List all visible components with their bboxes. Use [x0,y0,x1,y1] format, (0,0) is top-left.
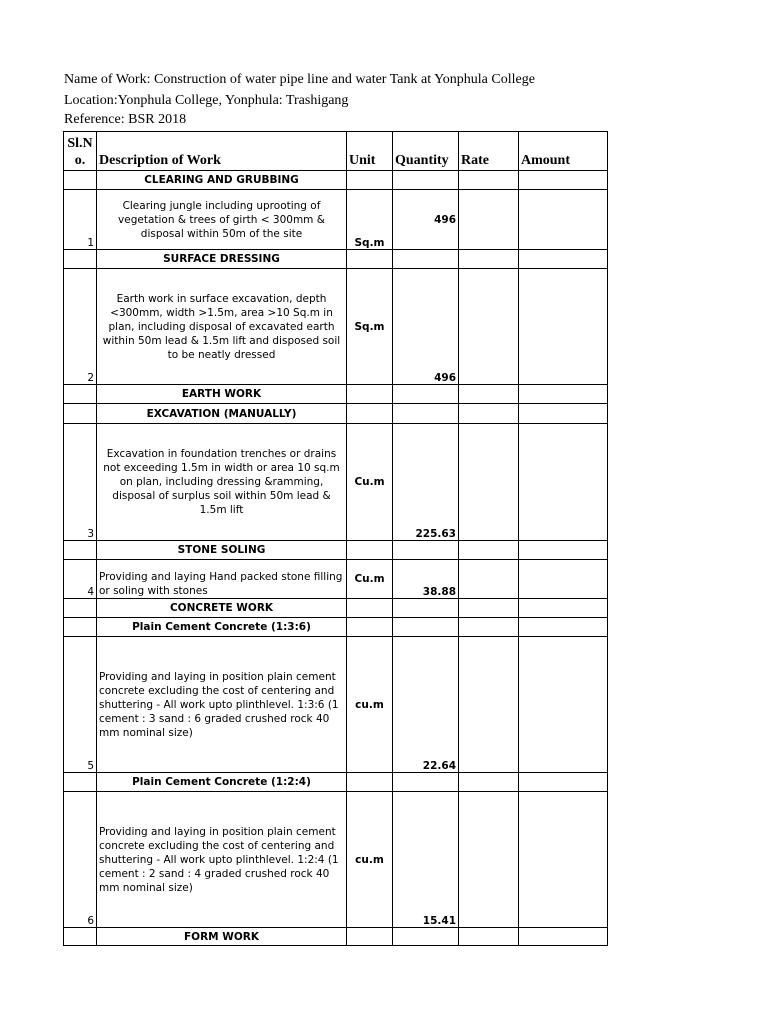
section-concrete: CONCRETE WORK [97,599,347,618]
item-quantity: 496 [393,269,459,385]
section-row [64,618,608,637]
item-description: Providing and laying Hand packed stone filling or soling with stones [97,560,347,599]
section-pcc124: Plain Cement Concrete (1:2:4) [97,773,347,792]
item-unit: Sq.m [347,190,393,250]
item-quantity: 22.64 [393,637,459,773]
table-row [64,560,608,599]
section-row [64,541,608,560]
col-quantity: Quantity [393,132,459,171]
item-sl: 3 [64,424,97,541]
section-clearing: CLEARING AND GRUBBING [97,171,347,190]
section-row [64,250,608,269]
item-description: Excavation in foundation trenches or drains not exceeding 1.5m in width or area 10 sq.m on plan, including dressing &ramming, disposal of surplus soil within 50m lead & 1.5m lift [97,424,347,541]
item-sl: 6 [64,792,97,928]
section-row [64,928,608,946]
table-row [64,792,608,928]
table-row [64,269,608,385]
item-amount [519,269,608,385]
section-row [64,599,608,618]
item-rate [459,424,519,541]
item-unit: cu.m [347,792,393,928]
item-unit: Cu.m [347,560,393,599]
item-unit: cu.m [347,637,393,773]
table-row [64,190,608,250]
item-quantity: 225.63 [393,424,459,541]
item-amount [519,792,608,928]
item-sl: 1 [64,190,97,250]
item-rate [459,560,519,599]
item-amount [519,560,608,599]
item-rate [459,269,519,385]
table-row [64,424,608,541]
item-quantity: 38.88 [393,560,459,599]
section-stone: STONE SOLING [97,541,347,560]
name-of-work: Name of Work: Construction of water pipe line and water Tank at Yonphula College [64,72,535,87]
location: Location:Yonphula College, Yonphula: Trashigang [64,93,349,108]
section-excavation: EXCAVATION (MANUALLY) [97,404,347,424]
item-amount [519,190,608,250]
item-sl: 5 [64,637,97,773]
item-amount [519,637,608,773]
item-rate [459,637,519,773]
item-description: Providing and laying in position plain cement concrete excluding the cost of centering and shuttering - All work upto plinthlevel. 1:2:4 (1 cement : 2 sand : 4 graded crushed rock 40 mm nominal size) [97,792,347,928]
table-header-row [64,132,608,171]
item-amount [519,424,608,541]
section-earth: EARTH WORK [97,385,347,404]
item-unit: Cu.m [347,424,393,541]
section-surface: SURFACE DRESSING [97,250,347,269]
col-sl: Sl.N o. [64,132,97,171]
section-row [64,385,608,404]
table-row [64,637,608,773]
section-row [64,171,608,190]
item-unit: Sq.m [347,269,393,385]
item-rate [459,792,519,928]
item-rate [459,190,519,250]
section-form: FORM WORK [97,928,347,946]
item-quantity: 15.41 [393,792,459,928]
item-sl: 2 [64,269,97,385]
col-amount: Amount [519,132,608,171]
col-unit: Unit [347,132,393,171]
section-row [64,773,608,792]
item-description: Providing and laying in position plain cement concrete excluding the cost of centering and shuttering - All work upto plinthlevel. 1:3:6 (1 cement : 3 sand : 6 graded crushed rock 40 mm nominal size) [97,637,347,773]
boq-table [63,131,608,946]
reference: Reference: BSR 2018 [64,112,187,127]
section-pcc136: Plain Cement Concrete (1:3:6) [97,618,347,637]
item-description: Clearing jungle including uprooting of vegetation & trees of girth < 300mm & disposal within 50m of the site [97,190,347,250]
section-row [64,404,608,424]
col-description: Description of Work [97,132,347,171]
col-rate: Rate [459,132,519,171]
item-description: Earth work in surface excavation, depth <300mm, width >1.5m, area >10 Sq.m in plan, including disposal of excavated earth within 50m lead & 1.5m lift and disposed soil to be neatly dressed [97,269,347,385]
item-quantity: 496 [393,190,459,250]
item-sl: 4 [64,560,97,599]
